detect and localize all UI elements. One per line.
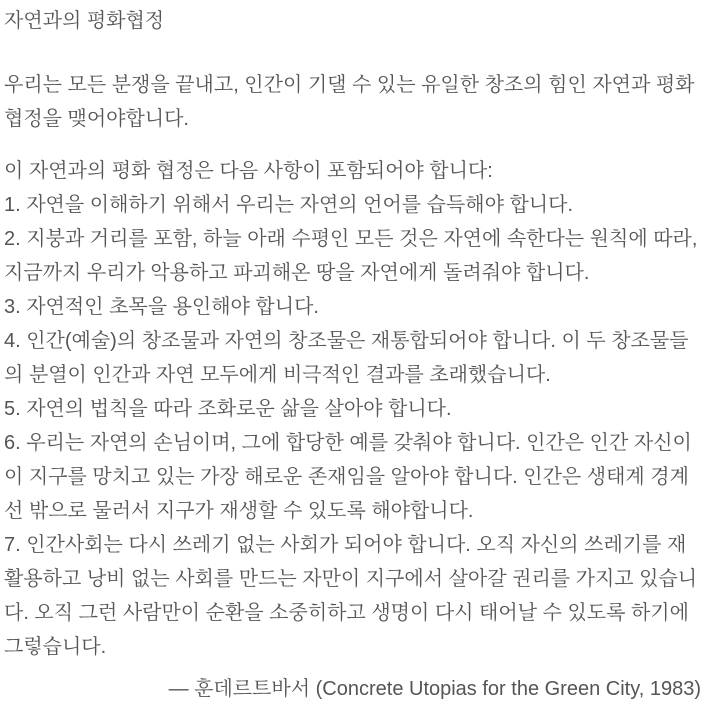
attribution-line: — 훈데르트바서 (Concrete Utopias for the Green City, 1983) [168,678,701,700]
document-title: 자연과의 평화협정 [4,10,165,32]
treaty-item-1: 1. 자연을 이해하기 위해서 우리는 자연의 언어를 습득해야 합니다. [4,194,574,216]
treaty-list-heading: 이 자연과의 평화 협정은 다음 사항이 포함되어야 합니다: [4,160,493,182]
treaty-item-4: 4. 인간(예술)의 창조물과 자연의 창조물은 재통합되어야 합니다. 이 두 창조물들의 분열이 인간과 자연 모두에게 비극적인 결과를 초래했습니다. [4,330,689,386]
intro-paragraph: 우리는 모든 분쟁을 끝내고, 인간이 기댈 수 있는 유일한 창조의 힘인 자연과 평화 협정을 맺어야합니다. [4,74,695,130]
treaty-item-3: 3. 자연적인 초목을 용인해야 합니다. [4,296,319,318]
treaty-item-6: 6. 우리는 자연의 손님이며, 그에 합당한 예를 갖춰야 합니다. 인간은 인간 자신이 이 지구를 망치고 있는 가장 해로운 존재임을 알아야 합니다. 인간은 생태계 경계선 밖으로 물러서 지구가 재생할 수 있도록 해야합니다. [4,432,692,522]
treaty-item-5: 5. 자연의 법칙을 따라 조화로운 삶을 살아야 합니다. [4,398,452,420]
treaty-item-7: 7. 인간사회는 다시 쓰레기 없는 사회가 되어야 합니다. 오직 자신의 쓰레기를 재활용하고 낭비 없는 사회를 만드는 자만이 지구에서 살아갈 권리를 가지고 있습니다. 오직 그런 사람만이 순환을 소중히하고 생명이 다시 태어날 수 있도록 하기에 그렇습니다. [4,534,698,658]
treaty-item-2: 2. 지붕과 거리를 포함, 하늘 아래 수평인 모든 것은 자연에 속한다는 원칙에 따라, 지금까지 우리가 악용하고 파괴해온 땅을 자연에게 돌려줘야 합니다. [4,228,698,284]
treaty-list [4,154,701,664]
